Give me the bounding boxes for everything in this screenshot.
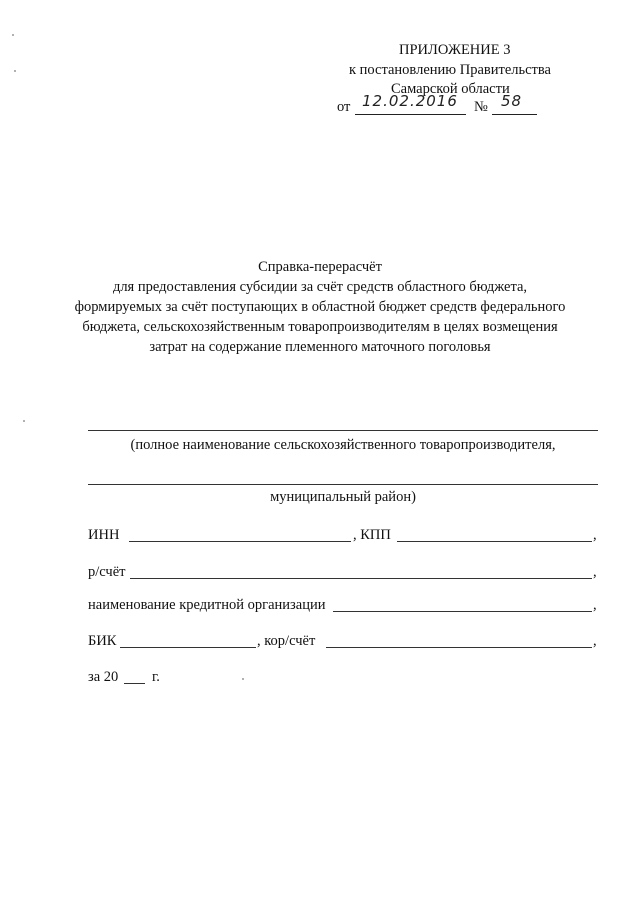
handwritten-number: 58 [501, 92, 523, 110]
account-field[interactable] [130, 578, 592, 579]
bik-field[interactable] [120, 647, 256, 648]
scan-speck [12, 34, 14, 36]
resolution-reference: к постановлению Правительства [349, 62, 551, 78]
year-suffix: г. [152, 669, 160, 685]
producer-name-caption: (полное наименование сельскохозяйственного товаропроизводителя, [130, 437, 556, 453]
inn-field[interactable] [129, 541, 351, 542]
bank-name-label: наименование кредитной организации [88, 597, 326, 613]
corr-account-label: , кор/счёт [257, 633, 316, 649]
kpp-label: , КПП [353, 527, 391, 543]
bik-row-comma: , [593, 633, 597, 649]
bik-label: БИК [88, 633, 117, 649]
scan-speck [23, 420, 25, 422]
bank-row-comma: , [593, 597, 597, 613]
bank-name-field[interactable] [333, 611, 592, 612]
kpp-field[interactable] [397, 541, 592, 542]
producer-name-field[interactable] [88, 430, 598, 431]
district-caption: муниципальный район) [270, 489, 416, 505]
number-prefix: № [474, 99, 488, 115]
handwritten-date: 12.02.2016 [362, 92, 458, 110]
title-line-4: бюджета, сельскохозяйственным товаропроизводителям в целях возмещения [82, 319, 558, 335]
title-line-2: для предоставления субсидии за счёт средств областного бюджета, [112, 279, 528, 295]
appendix-number: ПРИЛОЖЕНИЕ 3 [399, 42, 511, 58]
corr-account-field[interactable] [326, 647, 592, 648]
region-name: Самарской области [391, 81, 510, 97]
account-row-comma: , [593, 564, 597, 580]
scan-speck [242, 678, 244, 680]
inn-row-comma: , [593, 527, 597, 543]
date-underline [355, 114, 466, 115]
year-prefix: за 20 [88, 669, 119, 685]
date-prefix: от [337, 99, 351, 115]
account-label: р/счёт [88, 564, 126, 580]
document-title: Справка-перерасчёт [258, 259, 382, 275]
inn-label: ИНН [88, 527, 120, 543]
title-line-3: формируемых за счёт поступающих в областной бюджет средств федерального [74, 299, 566, 315]
title-line-5: затрат на содержание племенного маточного поголовья [149, 339, 491, 355]
district-field[interactable] [88, 484, 598, 485]
scan-speck [14, 70, 16, 72]
year-field[interactable] [124, 683, 145, 684]
number-underline [492, 114, 537, 115]
